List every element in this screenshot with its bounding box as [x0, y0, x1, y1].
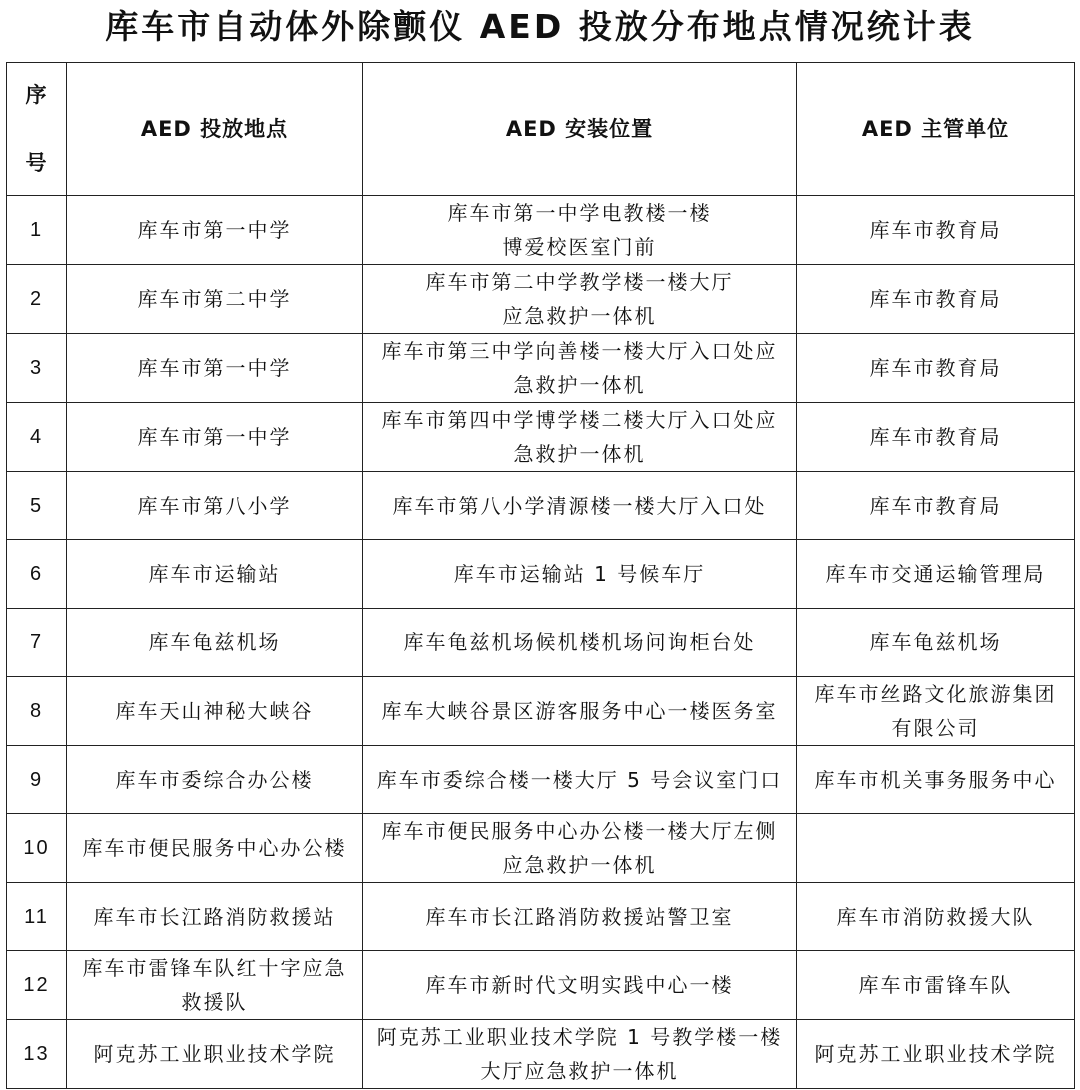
row-unit: 阿克苏工业职业技术学院: [797, 1020, 1075, 1089]
table-row: [7, 1020, 1075, 1089]
table-row: [7, 334, 1075, 403]
row-unit: 库车市雷锋车队: [797, 951, 1075, 1020]
row-unit: 库车市机关事务服务中心: [797, 745, 1075, 813]
header-location: AED 投放地点: [67, 63, 363, 196]
row-position: 库车市第二中学教学楼一楼大厅 应急救护一体机: [363, 265, 797, 334]
table-header-row: [7, 63, 1075, 196]
row-location: 库车市便民服务中心办公楼: [67, 814, 363, 883]
table-row: [7, 403, 1075, 472]
row-location: 库车市第一中学: [67, 334, 363, 403]
row-location: 库车市委综合办公楼: [67, 745, 363, 813]
table-row: [7, 196, 1075, 265]
row-unit: 库车市教育局: [797, 472, 1075, 540]
row-unit: 库车龟兹机场: [797, 608, 1075, 676]
page-title: 库车市自动体外除颤仪 AED 投放分布地点情况统计表: [105, 7, 975, 46]
table-row: [7, 265, 1075, 334]
header-unit: AED 主管单位: [797, 63, 1075, 196]
header-position: AED 安装位置: [363, 63, 797, 196]
row-position: 库车大峡谷景区游客服务中心一楼医务室: [363, 676, 797, 745]
row-position: 库车市第一中学电教楼一楼 博爱校医室门前: [363, 196, 797, 265]
row-number: 7: [7, 608, 67, 676]
header-index-line2: 号: [25, 151, 48, 175]
row-position: 阿克苏工业职业技术学院 1 号教学楼一楼 大厅应急救护一体机: [363, 1020, 797, 1089]
row-location: 库车市第一中学: [67, 403, 363, 472]
row-unit: 库车市教育局: [797, 403, 1075, 472]
row-number: 1: [7, 196, 67, 265]
row-location: 库车市雷锋车队红十字应急 救援队: [67, 951, 363, 1020]
header-index-line1: 序: [25, 83, 48, 107]
row-location: 库车天山神秘大峡谷: [67, 676, 363, 745]
row-position: 库车市便民服务中心办公楼一楼大厅左侧 应急救护一体机: [363, 814, 797, 883]
row-location: 库车市第一中学: [67, 196, 363, 265]
row-unit: 库车市交通运输管理局: [797, 540, 1075, 608]
row-location: 库车市第八小学: [67, 472, 363, 540]
row-position: 库车市委综合楼一楼大厅 5 号会议室门口: [363, 745, 797, 813]
row-number: 3: [7, 334, 67, 403]
table-row: [7, 608, 1075, 676]
row-number: 8: [7, 676, 67, 745]
row-unit: 库车市消防救援大队: [797, 883, 1075, 951]
row-number: 13: [7, 1020, 67, 1089]
table-row: [7, 745, 1075, 813]
row-unit: 库车市丝路文化旅游集团 有限公司: [797, 676, 1075, 745]
table-row: [7, 472, 1075, 540]
row-position: 库车市新时代文明实践中心一楼: [363, 951, 797, 1020]
row-position: 库车市第三中学向善楼一楼大厅入口处应 急救护一体机: [363, 334, 797, 403]
header-index: [7, 63, 67, 196]
table-row: [7, 676, 1075, 745]
row-number: 9: [7, 745, 67, 813]
table-row: [7, 814, 1075, 883]
row-number: 10: [7, 814, 67, 883]
row-number: 5: [7, 472, 67, 540]
table-row: [7, 883, 1075, 951]
row-position: 库车市运输站 1 号候车厅: [363, 540, 797, 608]
row-unit: 库车市教育局: [797, 196, 1075, 265]
row-unit: 库车市教育局: [797, 334, 1075, 403]
table-row: [7, 540, 1075, 608]
row-location: 库车市运输站: [67, 540, 363, 608]
row-position: 库车市长江路消防救援站警卫室: [363, 883, 797, 951]
aed-distribution-table: [6, 62, 1075, 1089]
row-position: 库车市第四中学博学楼二楼大厅入口处应 急救护一体机: [363, 403, 797, 472]
row-number: 6: [7, 540, 67, 608]
row-unit: [797, 814, 1075, 883]
row-number: 2: [7, 265, 67, 334]
row-unit: 库车市教育局: [797, 265, 1075, 334]
row-location: 库车市长江路消防救援站: [67, 883, 363, 951]
row-location: 阿克苏工业职业技术学院: [67, 1020, 363, 1089]
row-location: 库车龟兹机场: [67, 608, 363, 676]
row-position: 库车龟兹机场候机楼机场问询柜台处: [363, 608, 797, 676]
row-number: 12: [7, 951, 67, 1020]
row-location: 库车市第二中学: [67, 265, 363, 334]
row-number: 11: [7, 883, 67, 951]
table-row: [7, 951, 1075, 1020]
row-position: 库车市第八小学清源楼一楼大厅入口处: [363, 472, 797, 540]
row-number: 4: [7, 403, 67, 472]
